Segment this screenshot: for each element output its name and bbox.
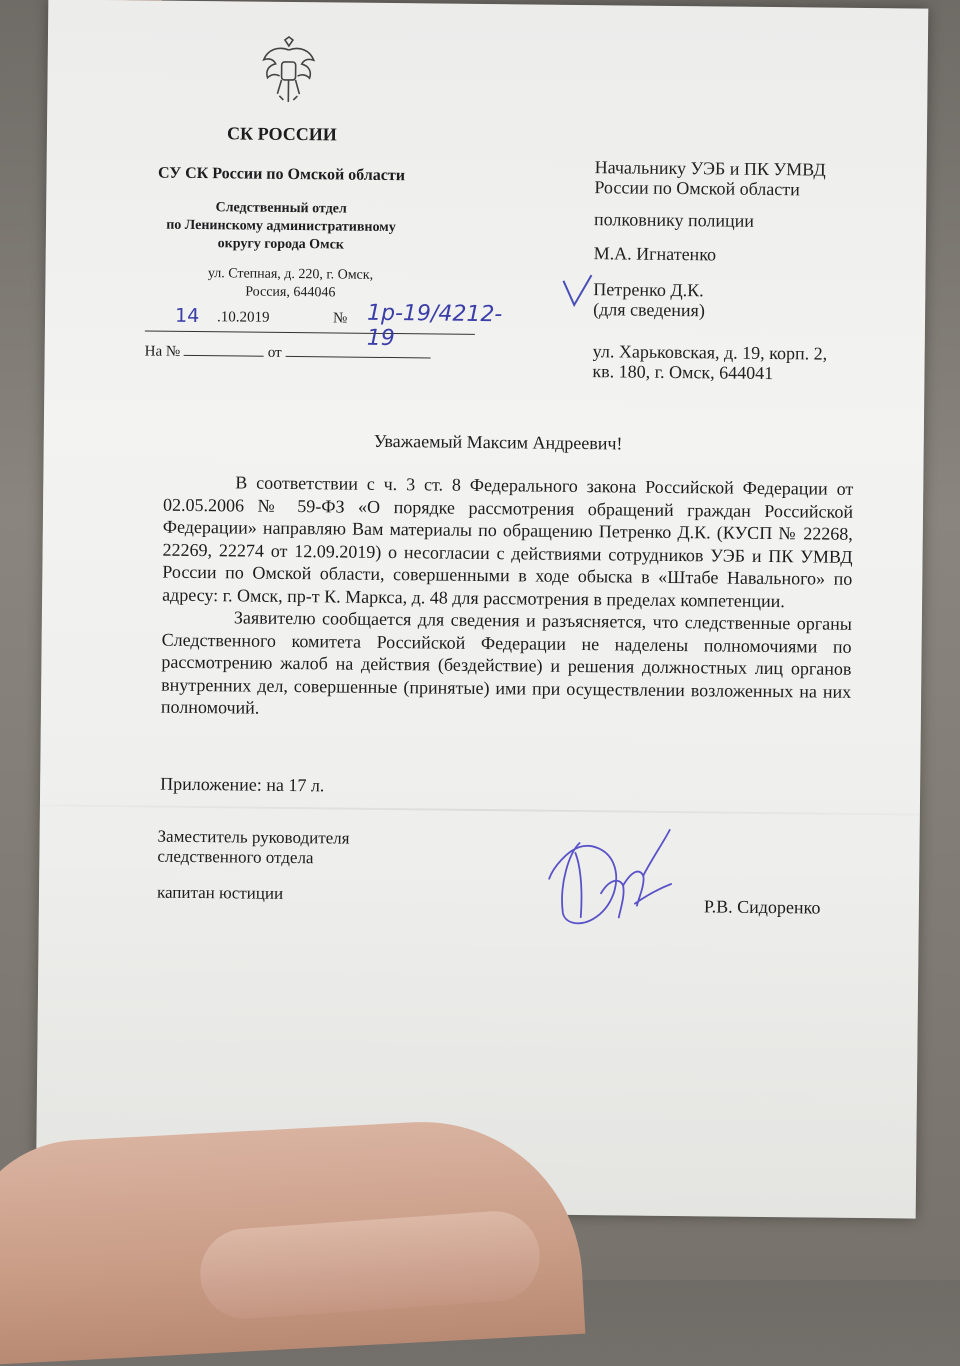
number-label: №: [332, 310, 348, 327]
ref-blank: [184, 343, 264, 357]
letter-sheet: [36, 0, 929, 1219]
ref-from-label: от: [267, 344, 282, 361]
salutation: Уважаемый Максим Андреевич!: [373, 430, 623, 454]
paper-fold: [40, 804, 920, 815]
recipient-address: [592, 341, 827, 383]
office-line: Следственный отдел: [215, 200, 347, 217]
handwritten-signature: [539, 823, 690, 935]
office-name: [116, 198, 447, 255]
recipient-title: [594, 157, 826, 199]
copy-recipient-line: (для сведения): [593, 299, 705, 321]
signatory-title-line: следственного отдела: [157, 846, 314, 868]
ref-label: На №: [144, 343, 181, 360]
copy-recipient: [593, 279, 705, 320]
office-line: округу города Омск: [217, 236, 344, 253]
recipient-address-line: ул. Харьковская, д. 19, корп. 2,: [592, 341, 828, 364]
org-name: СК РОССИИ: [227, 123, 337, 145]
recipient-title-line: России по Омской области: [594, 177, 800, 200]
address-line: ул. Степная, д. 220, г. Омск,: [207, 266, 374, 283]
printed-date: .10.2019: [216, 309, 270, 326]
body-paragraph: Заявителю сообщается для сведения и разъясняется, что следственные органы Следственного комитета Российской Федерации не наделены полномочиями по рассмотрению жалоб на действия (бездействие) и решения должностных лиц органов внутренних дел, совершенные (принятые) ими при осуществлении возложенных на них полномочий.: [160, 607, 852, 718]
recipient-title-line: Начальнику УЭБ и ПК УМВД: [594, 157, 826, 180]
sender-address: [155, 265, 425, 304]
checkmark-icon: [560, 273, 594, 309]
copy-recipient-line: Петренко Д.К.: [593, 279, 704, 301]
handwritten-number: 1р-19/4212-19: [366, 300, 503, 352]
signatory-name: Р.В. Сидоренко: [703, 896, 821, 918]
letter-body: [161, 471, 854, 726]
body-paragraph: В соответствии с ч. 3 ст. 8 Федерального закона Российской Федерации от 02.05.2006 № 59-ФЗ «О порядке рассмотрения обращений граждан Российской Федерации» направляю Вам материалы по обращению Петренко Д.К. (КУСП № 22268, 22269, 22274 от 12.09.2019) о несогласии с действиями сотрудников УЭБ и ПК УМВД России по Омской области, совершенными в ходе обыска в «Штабе Навального» по адресу: г. Омск, пр-т К. Маркса, д. 48 для рассмотрения в пределах компетенции.: [162, 472, 854, 611]
handwritten-date: 14: [174, 304, 200, 328]
recipient-address-line: кв. 180, г. Омск, 644041: [592, 361, 774, 384]
signatory-rank: капитан юстиции: [156, 882, 284, 903]
coat-of-arms-icon: [257, 36, 320, 107]
reference-line: [145, 342, 455, 363]
office-line: по Ленинскому административному: [166, 217, 396, 236]
department-name: СУ СК России по Омской области: [158, 164, 406, 185]
attachment-note: Приложение: на 17 л.: [160, 773, 325, 796]
recipient-name: М.А. Игнатенко: [593, 243, 717, 265]
address-line: Россия, 644046: [245, 284, 336, 301]
signatory-title: [157, 827, 349, 869]
ref-date-blank: [285, 344, 430, 359]
signatory-title-line: Заместитель руководителя: [157, 826, 350, 848]
recipient-rank: полковнику полиции: [593, 209, 755, 231]
